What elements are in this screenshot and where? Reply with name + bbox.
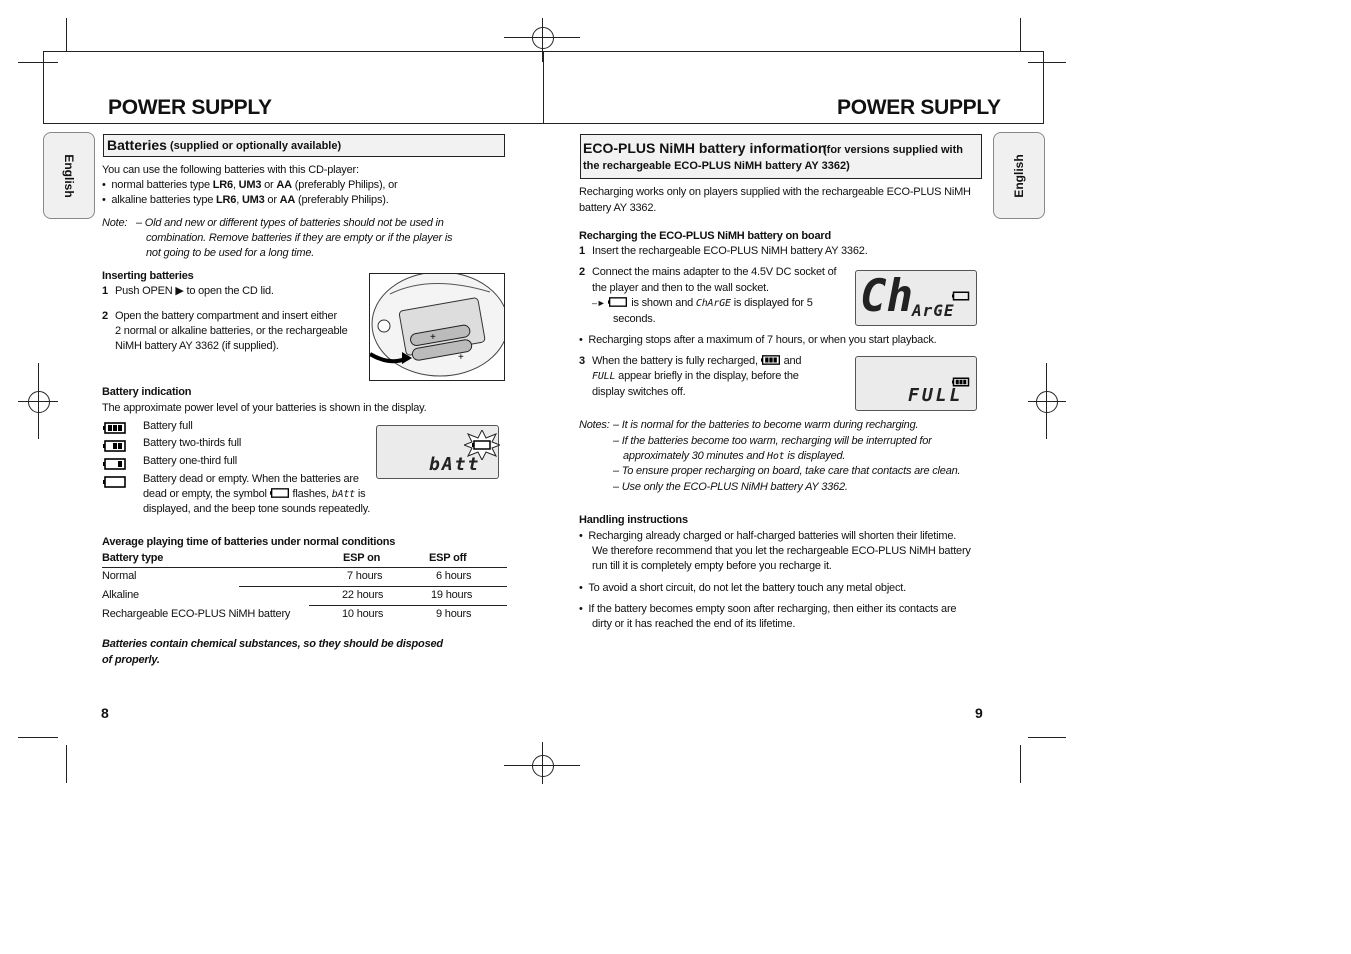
table-row-alkaline-type: Alkaline <box>102 589 139 601</box>
level-label-two-thirds: Battery two-thirds full <box>143 437 242 449</box>
step-2-line-2: 2 normal or alkaline batteries, or the rechargeable <box>115 325 348 337</box>
page-number-right: 9 <box>975 705 983 721</box>
bullet-alkaline-batteries: • alkaline batteries type LR6, UM3 or AA (preferably Philips). <box>102 194 389 206</box>
step-2-line-1: Open the battery compartment and insert either <box>115 310 337 322</box>
notes-line-2: – If the batteries become too warm, recharging will be interrupted for <box>613 435 932 447</box>
handling-bullet-3-line-1: • If the battery becomes empty soon after recharging, then either its contacts are <box>579 603 957 615</box>
page-divider <box>543 51 544 124</box>
table-header-esp-off: ESP off <box>429 552 467 564</box>
battery-empty-inline-icon <box>270 488 290 498</box>
notes-line-3: approximately 30 minutes and Hot is displayed. <box>623 450 846 462</box>
r-step-3-line-2: FULL appear briefly in the display, before the <box>592 370 799 382</box>
level-label-one-third: Battery one-third full <box>143 455 238 467</box>
battery-two-thirds-icon <box>103 439 127 457</box>
section-title: Batteries <box>107 137 167 153</box>
r-step-3-line-1: When the battery is fully recharged, and <box>592 355 802 367</box>
table-header-esp-on: ESP on <box>343 552 381 564</box>
section-header-batteries <box>103 134 505 157</box>
language-tab-right[interactable] <box>993 132 1045 219</box>
recharge-intro-line-1: Recharging works only on players supplied with the rechargeable ECO-PLUS NiMH <box>579 186 971 198</box>
table-row-normal-off: 6 hours <box>436 570 472 582</box>
notes-line-1: – It is normal for the batteries to become warm during recharging. <box>613 419 919 431</box>
r-step-2-line-2: the player and then to the wall socket. <box>592 282 769 294</box>
notes-line-4: – To ensure proper recharging on board, take care that contacts are clean. <box>613 465 961 477</box>
dead-line-2: dead or empty, the symbol flashes, bAtt is <box>143 488 366 500</box>
table-row-rechargeable-on: 10 hours <box>342 608 384 620</box>
lcd-batt-text: bAtt <box>429 454 481 475</box>
lcd-full-text: FULL <box>908 385 964 406</box>
lcd-charge-big: Ch <box>860 271 913 322</box>
handling-bullet-1-line-3: run till it is completely empty before you recharge it. <box>592 560 832 572</box>
handling-bullet-1-line-1: • Recharging already charged or half-charged batteries will shorten their lifetime. <box>579 530 957 542</box>
svg-text:+: + <box>430 332 436 343</box>
bullet-recharge-stops: • Recharging stops after a maximum of 7 hours, or when you start playback. <box>579 334 937 346</box>
step-2-number: 2 <box>102 310 108 322</box>
notes-line-5: – Use only the ECO-PLUS NiMH battery AY 3362. <box>613 481 848 493</box>
playing-time-table <box>102 550 507 626</box>
dead-line-1: Battery dead or empty. When the batteries are <box>143 473 359 485</box>
battery-full-icon <box>103 421 127 439</box>
result-arrow-icon: –► <box>592 298 606 308</box>
r-step-2-line-3: –► is shown and ChArGE is displayed for 5 <box>592 297 813 309</box>
battery-one-third-icon <box>103 457 127 475</box>
language-tab-left[interactable] <box>43 132 95 219</box>
r-step-1-text: Insert the rechargeable ECO-PLUS NiMH battery AY 3362. <box>592 245 868 257</box>
battery-empty-lcd-icon <box>952 291 970 301</box>
section-header-eco-plus <box>580 134 982 179</box>
step-2-line-3: NiMH battery AY 3362 (if supplied). <box>115 340 279 352</box>
intro-text: You can use the following batteries with this CD-player: <box>102 164 359 176</box>
table-row-rechargeable-off: 9 hours <box>436 608 472 620</box>
table-row-alkaline-off: 19 hours <box>431 589 473 601</box>
step-1-number: 1 <box>102 285 108 297</box>
page-number-left: 8 <box>101 705 109 721</box>
section-subtitle-2: the rechargeable ECO-PLUS NiMH battery AY 3362) <box>583 160 850 172</box>
header-left-edge <box>43 51 44 124</box>
handling-bullet-1-line-2: We therefore recommend that you let the rechargeable ECO-PLUS NiMH battery <box>592 545 971 557</box>
average-playing-heading: Average playing time of batteries under normal conditions <box>102 536 396 548</box>
notes-label: Notes: <box>579 419 610 431</box>
r-step-2-line-4: seconds. <box>613 313 656 325</box>
r-step-3-number: 3 <box>579 355 585 367</box>
language-tab-label: English <box>1012 153 1026 198</box>
r-step-2-number: 2 <box>579 266 585 278</box>
table-header-type: Battery type <box>102 552 164 564</box>
battery-indication-intro: The approximate power level of your batteries is shown in the display. <box>102 402 427 414</box>
section-subtitle-1: (for versions supplied with <box>823 144 963 156</box>
level-label-full: Battery full <box>143 420 193 432</box>
section-subtitle: (supplied or optionally available) <box>170 140 342 152</box>
note-line-3: not going to be used for a long time. <box>146 247 315 259</box>
note-label: Note: <box>102 217 128 229</box>
note-line-2: combination. Remove batteries if they are empty or if the player is <box>146 232 453 244</box>
inserting-heading: Inserting batteries <box>102 270 194 282</box>
page-title-left: POWER SUPPLY <box>108 96 272 119</box>
handling-bullet-2: • To avoid a short circuit, do not let the battery touch any metal object. <box>579 582 906 594</box>
lcd-display-full <box>855 356 977 411</box>
recharge-intro-line-2: battery AY 3362. <box>579 202 657 214</box>
svg-text:+: + <box>458 352 464 363</box>
lcd-charge-small: ArGE <box>912 301 955 320</box>
note-line-1: – Old and new or different types of batteries should not be used in <box>136 217 444 229</box>
language-tab-label: English <box>62 153 76 198</box>
lcd-display-charge <box>855 270 977 326</box>
recharge-heading: Recharging the ECO-PLUS NiMH battery on board <box>579 230 831 242</box>
handling-heading: Handling instructions <box>579 514 688 526</box>
table-row-normal-type: Normal <box>102 570 137 582</box>
table-row-rechargeable-type: Rechargeable ECO-PLUS NiMH battery <box>102 608 291 620</box>
header-right-edge <box>1043 51 1044 124</box>
battery-compartment-illustration <box>369 273 505 381</box>
dead-line-3: displayed, and the beep tone sounds repeatedly. <box>143 503 371 515</box>
battery-indication-heading: Battery indication <box>102 386 192 398</box>
disposal-warning-line-1: Batteries contain chemical substances, so they should be disposed <box>102 638 443 650</box>
table-row-normal-on: 7 hours <box>347 570 383 582</box>
bullet-normal-batteries: • normal batteries type LR6, UM3 or AA (preferably Philips), or <box>102 179 398 191</box>
r-step-1-number: 1 <box>579 245 585 257</box>
battery-empty-icon <box>103 475 127 493</box>
section-title: ECO-PLUS NiMH battery information <box>583 140 827 156</box>
page-title-right: POWER SUPPLY <box>837 96 1001 119</box>
disposal-warning-line-2: of properly. <box>102 654 160 666</box>
battery-full-inline-icon <box>761 355 781 365</box>
battery-empty-inline-icon <box>608 297 628 307</box>
r-step-2-line-1: Connect the mains adapter to the 4.5V DC socket of <box>592 266 837 278</box>
r-step-3-line-3: display switches off. <box>592 386 686 398</box>
step-1-text: Push OPEN ▶ to open the CD lid. <box>115 285 274 297</box>
handling-bullet-3-line-2: dirty or it has reached the end of its lifetime. <box>592 618 796 630</box>
table-row-alkaline-on: 22 hours <box>342 589 384 601</box>
lcd-display-batt <box>376 425 499 479</box>
